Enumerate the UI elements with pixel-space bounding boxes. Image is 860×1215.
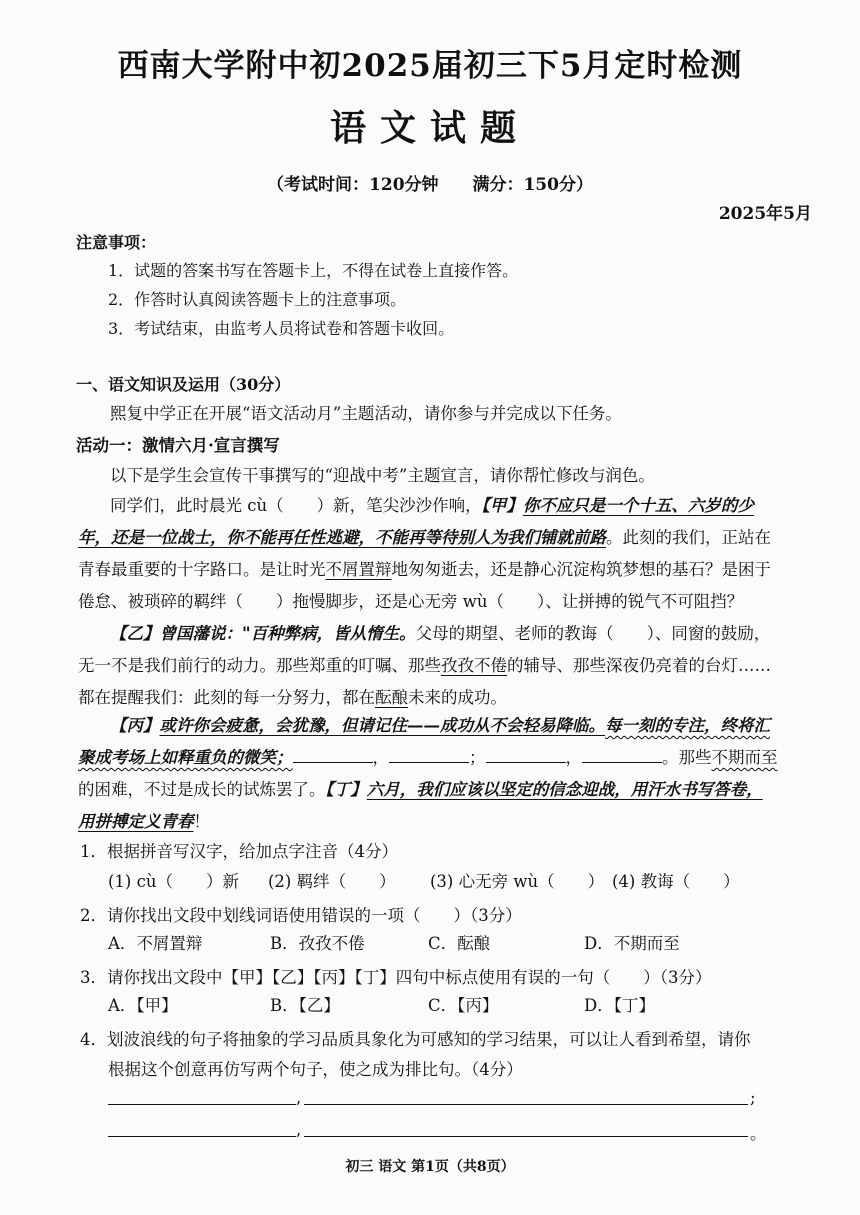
question-2: 2．请你找出文段中划线词语使用错误的一项（ ）（3分） — [80, 906, 522, 925]
sentence-ding: 六月，我们应该以坚定的信念迎战，用汗水书写答卷，用拼搏定义青春 — [78, 780, 763, 831]
exam-date: 2025年5月 — [718, 204, 812, 224]
period-mark: 。 — [750, 1124, 767, 1143]
answer-blank[interactable] — [582, 744, 662, 763]
passage-text: 那些 — [678, 748, 712, 767]
wavy-sentence: 每一刻的专注，终将汇聚成考场上如释重负的微笑； — [78, 716, 770, 767]
question-4-cont: 根据这个创意再仿写两个句子，使之成为排比句。（4分） — [108, 1060, 523, 1079]
exam-title: 西南大学附中初2025届初三下5月定时检测 — [117, 48, 743, 84]
mark-bing: 【丙】 — [110, 716, 160, 735]
answer-line[interactable] — [108, 1104, 296, 1105]
note-item: 2．作答时认真阅读答题卡上的注意事项。 — [108, 290, 407, 309]
page-footer: 初三 语文 第1页（共8页） — [345, 1159, 515, 1175]
q2-option[interactable]: C．酝酿 — [428, 934, 491, 953]
task-text: 以下是学生会宣传干事撰写的“迎战中考”主题宣言，请你帮忙修改与润色。 — [110, 466, 655, 485]
note-item: 1．试题的答案书写在答题卡上，不得在试卷上直接作答。 — [108, 261, 519, 280]
q2-option[interactable]: D．不期而至 — [584, 934, 680, 953]
mark-jia: 【甲】 — [481, 496, 523, 515]
passage-paragraph-1 — [78, 490, 778, 618]
note-item: 3．考试结束，由监考人员将试卷和答题卡收回。 — [108, 319, 455, 338]
passage-text: 父母的期望、老师的教诲（ ）、同窗的鼓励，无一不是我们前行的动力。那些郑重的叮嘱、那些 — [78, 624, 771, 675]
underlined-word-3: 酝酿 — [375, 688, 408, 707]
q1-option[interactable]: (4) 教诲（ ） — [612, 872, 740, 891]
question-1: 1．根据拼音写汉字，给加点字注音（4分） — [80, 842, 398, 861]
q1-option[interactable]: (1) cù（ ）新 — [108, 872, 239, 891]
q3-option[interactable]: B．【乙】 — [270, 996, 340, 1015]
q1-option[interactable]: (2) 羁绊（ ） — [268, 872, 396, 891]
underlined-word-4: 不期而至 — [711, 748, 778, 767]
passage-paragraph-3: 【丙】或许你会疲惫，会犹豫，但请记住——成功从不会轻易降临。每一刻的专注，终将汇聚成考场上如释重负的微笑； ， ； ， 。那些不期而至的困难，不过是成长的试炼罢了。【丁】六月，我们应该以坚定的信念迎战，用汗水书写答卷，用拼搏定义青春！ — [78, 716, 778, 831]
comma-mark: , — [296, 1120, 302, 1139]
q2-option[interactable]: B．孜孜不倦 — [270, 934, 365, 953]
passage-text: 的辅导、那些深夜仍亮着的台灯……都在提醒我们：此刻的每一分努力，都在 — [78, 656, 771, 707]
passage-text: 的困难，不过是成长的试炼罢了。 — [78, 780, 326, 799]
passage-text: 。此刻的我们，正站在青春最重要的十字路口。是让时光 — [78, 528, 771, 579]
exam-time: （考试时间：120分钟 — [267, 175, 439, 195]
q3-option[interactable]: C．【丙】 — [428, 996, 499, 1015]
comma-mark: , — [296, 1088, 302, 1107]
sentence-jia: 你不应只是一个十五、六岁的少年，还是一位战士，你不能再任性逃避，不能再等待别人为我们铺就前路 — [78, 496, 754, 547]
exam-info — [0, 170, 860, 195]
q3-option[interactable]: A．【甲】 — [108, 996, 178, 1015]
notes-title: 注意事项： — [76, 233, 157, 252]
answer-blank[interactable] — [389, 744, 469, 763]
section-intro: 熙复中学正在开展“语文活动月”主题活动，请你参与并完成以下任务。 — [110, 404, 622, 423]
full-score: 满分：150分） — [472, 175, 593, 195]
section-title: 一、语文知识及运用（30分） — [76, 375, 291, 394]
passage-text: 同学们，此时晨光 cù（ ）新，笔尖沙沙作响， — [110, 496, 482, 515]
question-3: 3．请你找出文段中【甲】【乙】【丙】【丁】四句中标点使用有误的一句（ ）（3分） — [80, 968, 712, 987]
sentence-bing: 或许你会疲惫，会犹豫，但请记住——成功从不会轻易降临。 — [159, 716, 605, 735]
question-4: 4．划波浪线的句子将抽象的学习品质具象化为可感知的学习结果，可以让人看到希望，请你 — [80, 1030, 751, 1049]
mark-yi: 【乙】 — [110, 624, 160, 643]
activity-title: 活动一：激情六月·宣言撰写 — [76, 436, 280, 455]
answer-line[interactable] — [304, 1136, 748, 1137]
q3-option[interactable]: D．【丁】 — [584, 996, 655, 1015]
subject-title: 语文试题 — [329, 107, 530, 149]
underlined-word-2: 孜孜不倦 — [441, 656, 507, 675]
q2-option[interactable]: A．不屑置辩 — [108, 934, 203, 953]
semicolon-mark: ; — [750, 1088, 756, 1107]
passage-text: ！ — [193, 812, 210, 831]
mark-ding: 【丁】 — [325, 780, 367, 799]
passage-paragraph-2 — [78, 618, 778, 714]
answer-blank[interactable] — [486, 744, 566, 763]
q1-option[interactable]: (3) 心无旁 wù（ ） — [430, 872, 605, 891]
passage-text: 地匆匆逝去，还是静心沉淀构筑梦想的基石？是困于倦怠、被琐碎的羁绊（ ）拖慢脚步，还是心无旁 wù（ ）、让拼搏的锐气不可阻挡？ — [78, 560, 771, 611]
answer-blank[interactable] — [293, 744, 373, 763]
underlined-word-1: 不屑置辩 — [325, 560, 392, 579]
passage-text: 未来的成功。 — [408, 688, 507, 707]
answer-line[interactable] — [304, 1104, 748, 1105]
sentence-yi: 曾国藩说："百种弊病，皆从惰生。 — [159, 624, 416, 643]
answer-line[interactable] — [108, 1136, 296, 1137]
